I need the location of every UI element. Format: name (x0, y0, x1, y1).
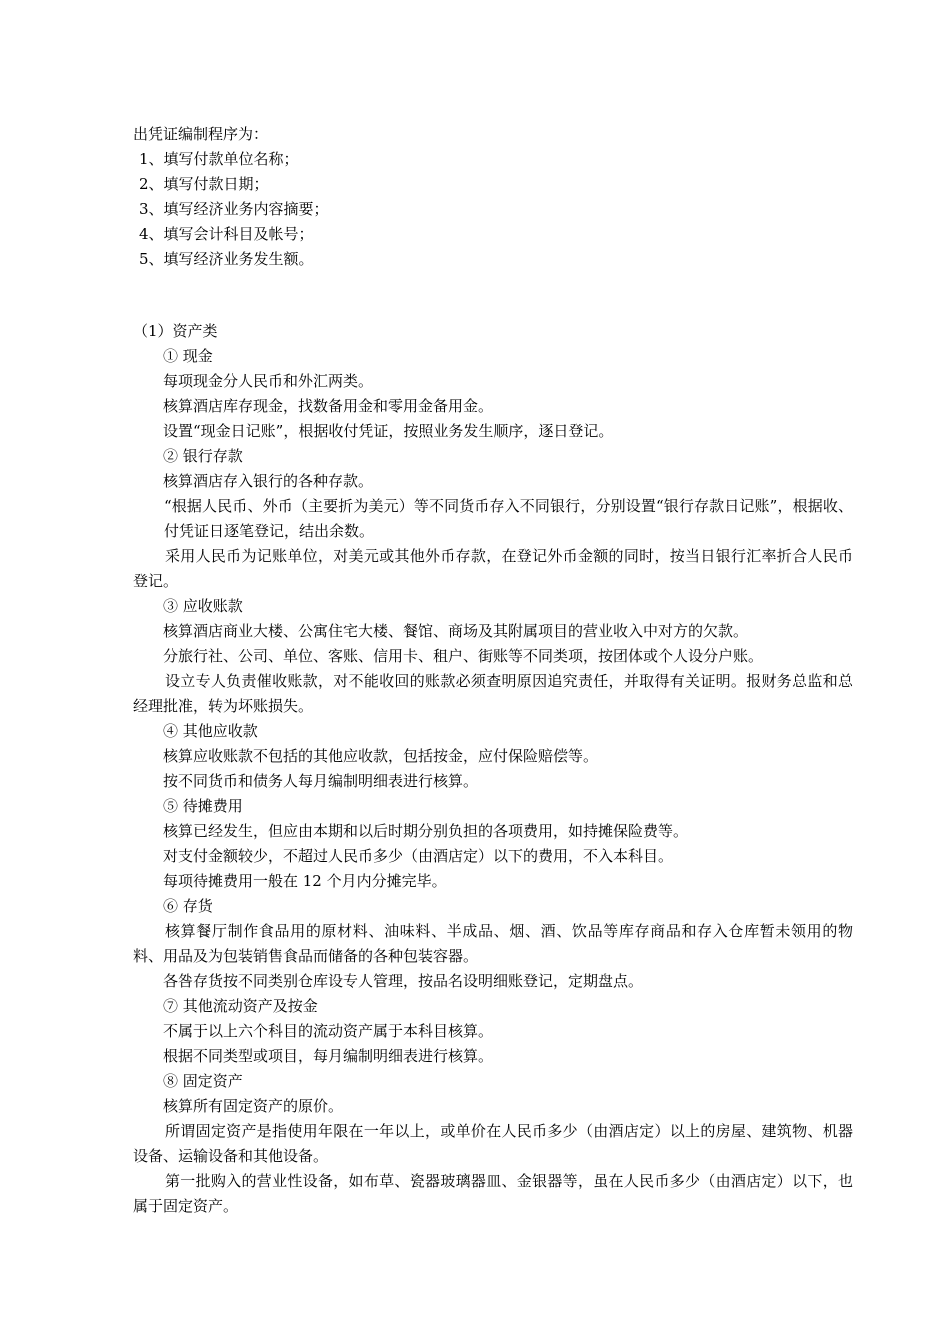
subsection-title-inventory: ⑥ 存货 (163, 897, 213, 915)
paragraph: 不属于以上六个科目的流动资产属于本科目核算。 (163, 1022, 494, 1040)
paragraph: 核算已经发生，但应由本期和以后时期分别负担的各项费用，如持摊保险费等。 (163, 822, 689, 840)
asset-section (133, 319, 853, 1219)
procedure-title: 出凭证编制程序为： (133, 125, 269, 143)
paragraph: 设置“现金日记账”，根据收付凭证，按照业务发生顺序，逐日登记。 (163, 422, 614, 440)
paragraph: 设立专人负责催收账款，对不能收回的账款必须查明原因追究责任，并取得有关证明。报财务总监和总经理批准，转为坏账损失。 (133, 672, 853, 715)
procedure-step: 2、填写付款日期； (139, 175, 269, 193)
procedure-step: 5、填写经济业务发生额。 (139, 250, 314, 268)
voucher-procedure (133, 122, 853, 272)
section-heading: （1）资产类 (133, 322, 218, 340)
subsection-title-bank: ② 银行存款 (163, 447, 243, 465)
paragraph: 各咎存货按不同类别仓库设专人管理，按品名设明细账登记，定期盘点。 (163, 972, 644, 990)
subsection-title-cash: ① 现金 (163, 347, 213, 365)
paragraph: 根据不同类型或项目，每月编制明细表进行核算。 (163, 1047, 494, 1065)
paragraph: 核算应收账款不包括的其他应收款，包括按金，应付保险赔偿等。 (163, 747, 599, 765)
paragraph: 对支付金额较少，不超过人民币多少（由酒店定）以下的费用，不入本科目。 (163, 847, 674, 865)
paragraph: 核算酒店商业大楼、公寓住宅大楼、餐馆、商场及其附属项目的营业收入中对方的欠款。 (163, 622, 749, 640)
subsection-title-fixed: ⑧ 固定资产 (163, 1072, 243, 1090)
paragraph: 每项待摊费用一般在 12 个月内分摊完毕。 (163, 872, 447, 890)
procedure-step: 1、填写付款单位名称； (139, 150, 299, 168)
paragraph: 核算所有固定资产的原价。 (163, 1097, 344, 1115)
paragraph: 第一批购入的营业性设备，如布草、瓷器玻璃器皿、金银器等，虽在人民币多少（由酒店定）以下，也属于固定资产。 (133, 1172, 853, 1215)
paragraph: 核算酒店库存现金，找数备用金和零用金备用金。 (163, 397, 494, 415)
subsection-title-deferred: ⑤ 待摊费用 (163, 797, 243, 815)
procedure-step: 3、填写经济业务内容摘要； (139, 200, 329, 218)
paragraph: 每项现金分人民币和外汇两类。 (163, 372, 374, 390)
paragraph: 核算酒店存入银行的各种存款。 (163, 472, 374, 490)
subsection-title-other-receivable: ④ 其他应收款 (163, 722, 258, 740)
paragraph: 按不同货币和债务人每月编制明细表进行核算。 (163, 772, 479, 790)
paragraph: 采用人民币为记账单位，对美元或其他外币存款，在登记外币金额的同时，按当日银行汇率折合人民币登记。 (133, 547, 853, 590)
paragraph: 核算餐厅制作食品用的原材料、油味料、半成品、烟、酒、饮品等库存商品和存入仓库暂未领用的物料、用品及为包装销售食品而储备的各种包装容器。 (133, 922, 853, 965)
paragraph: 所谓固定资产是指使用年限在一年以上，或单价在人民币多少（由酒店定）以上的房屋、建筑物、机器设备、运输设备和其他设备。 (133, 1122, 853, 1165)
subsection-title-other-current: ⑦ 其他流动资产及按金 (163, 997, 318, 1015)
subsection-title-receivable: ③ 应收账款 (163, 597, 243, 615)
procedure-step: 4、填写会计科目及帐号； (139, 225, 314, 243)
paragraph: 分旅行社、公司、单位、客账、信用卡、租户、街账等不同类项，按团体或个人设分户账。 (163, 647, 764, 665)
paragraph: “根据人民币、外币（主要折为美元）等不同货币存入不同银行，分别设置“银行存款日记账”，根据收、付凭证日逐笔登记，结出余数。 (164, 497, 853, 540)
